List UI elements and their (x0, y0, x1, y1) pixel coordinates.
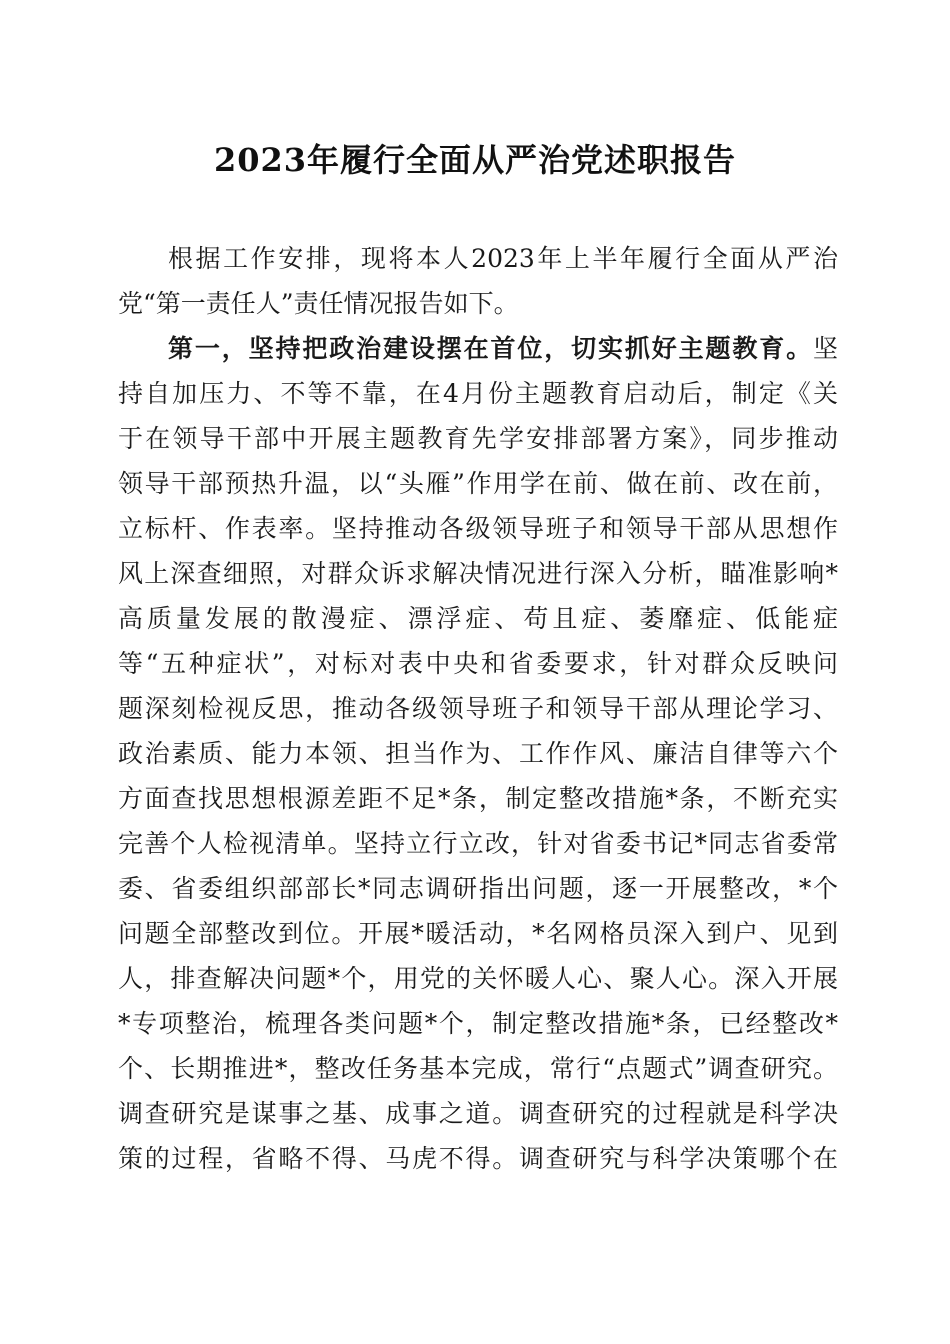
paragraph-line: *专项整治，梳理各类问题*个，制定整改措施*条，已经整改* (118, 1009, 838, 1038)
paragraph-line: 完善个人检视清单。坚持立行立改，针对省委书记*同志省委常 (118, 829, 838, 858)
paragraph-line: 方面查找思想根源差距不足*条，制定整改措施*条，不断充实 (118, 784, 838, 813)
paragraph-line: 风上深查细照，对群众诉求解决情况进行深入分析，瞄准影响* (118, 559, 838, 588)
paragraph-line: 题深刻检视反思，推动各级领导班子和领导干部从理论学习、 (118, 694, 838, 723)
paragraph-line: 根据工作安排，现将本人2023年上半年履行全面从严治 (168, 244, 838, 273)
paragraph-line: 领导干部预热升温，以“头雁”作用学在前、做在前、改在前， (118, 469, 838, 498)
paragraph-line: 人，排查解决问题*个，用党的关怀暖人心、聚人心。深入开展 (118, 964, 838, 993)
paragraph-line: 等“五种症状”，对标对表中央和省委要求，针对群众反映问 (118, 649, 838, 678)
paragraph-lead-heading: 第一，坚持把政治建设摆在首位，切实抓好主题教育。 (168, 334, 813, 363)
document-title: 2023年履行全面从严治党述职报告 (213, 141, 737, 179)
paragraph-line: 政治素质、能力本领、担当作为、工作作风、廉洁自律等六个 (118, 739, 838, 768)
paragraph-lead-tail: 坚 (812, 334, 838, 363)
paragraph-line: 策的过程，省略不得、马虎不得。调查研究与科学决策哪个在 (118, 1144, 838, 1173)
paragraph-line: 个、长期推进*，整改任务基本完成，常行“点题式”调查研究。 (118, 1054, 838, 1083)
paragraph-line: 问题全部整改到位。开展*暖活动，*名网格员深入到户、见到 (118, 919, 838, 948)
paragraph-lead-line (118, 326, 838, 371)
paragraph-line: 高质量发展的散漫症、漂浮症、苟且症、萎靡症、低能症 (118, 604, 838, 633)
paragraph-line: 持自加压力、不等不靠，在4月份主题教育启动后，制定《关 (118, 379, 838, 408)
paragraph-line: 调查研究是谋事之基、成事之道。调查研究的过程就是科学决 (118, 1099, 838, 1128)
paragraph-line: 立标杆、作表率。坚持推动各级领导班子和领导干部从思想作 (118, 514, 838, 543)
document-body (118, 236, 838, 1181)
paragraph-line: 于在领导干部中开展主题教育先学安排部署方案》，同步推动 (118, 424, 838, 453)
paragraph-line: 党“第一责任人”责任情况报告如下。 (118, 289, 519, 318)
paragraph-line: 委、省委组织部部长*同志调研指出问题，逐一开展整改，*个 (118, 874, 838, 903)
